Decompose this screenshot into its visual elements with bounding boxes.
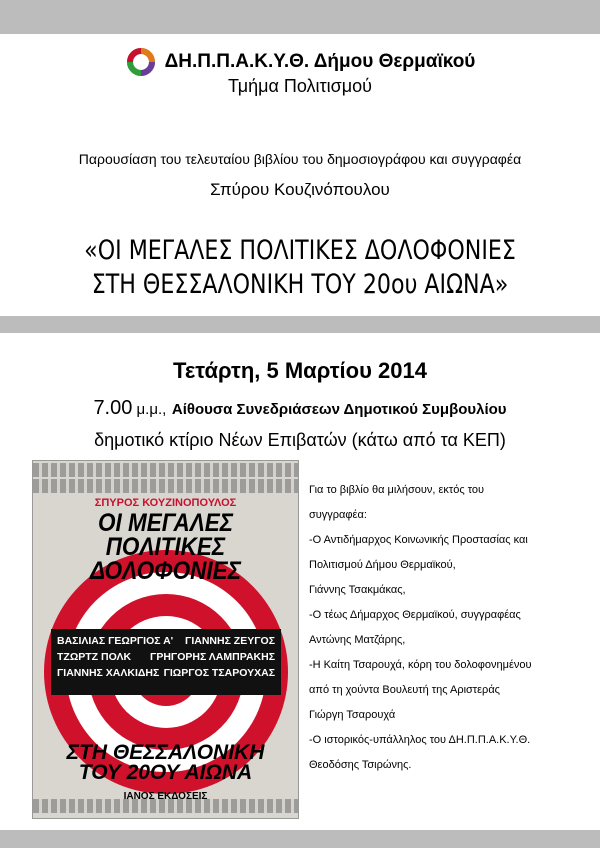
middle-band	[0, 316, 600, 333]
cover-name: ΒΑΣΙΛΙΑΣ ΓΕΩΡΓΙΟΣ Α'	[57, 635, 174, 647]
intro-line: Παρουσίαση του τελευταίου βιβλίου του δημοσιογράφου και συγγραφέα	[78, 151, 522, 167]
title-line-1: «ΟΙ ΜΕΓΑΛΕΣ ΠΟΛΙΤΙΚΕΣ ΔΟΛΟΦΟΝΙΕΣ	[84, 235, 516, 266]
header	[0, 46, 600, 78]
cover-author: ΣΠΥΡΟΣ ΚΟΥΖΙΝΟΠΟΥΛΟΣ	[94, 497, 237, 509]
speaker-line: -Ο Αντιδήμαρχος Κοινωνικής Προστασίας και	[309, 534, 528, 546]
speaker-line: Αντώνης Ματζάρης,	[309, 634, 406, 646]
speaker-line: -Ο τέως Δήμαρχος Θερμαϊκού, συγγραφέας	[309, 609, 521, 621]
newspaper-strip	[33, 463, 298, 477]
speakers-list	[309, 478, 594, 778]
event-venue: Αίθουσα Συνεδριάσεων Δημοτικού Συμβουλίου	[171, 401, 507, 418]
book-cover	[32, 460, 299, 819]
speaker-line: Θεοδόσης Τσιρώνης.	[309, 759, 412, 771]
event-date: Τετάρτη, 5 Μαρτίου 2014	[173, 358, 427, 383]
cover-title-line: ΟΙ ΜΕΓΑΛΕΣ	[97, 509, 234, 537]
cover-subtitle-line: ΣΤΗ ΘΕΣΣΑΛΟΝΙΚΗ	[66, 741, 265, 764]
cover-publisher: ΙΑΝΟΣ ΕΚΔΟΣΕΙΣ	[123, 791, 208, 802]
cover-name: ΤΖΩΡΤΖ ΠΟΛΚ	[57, 651, 132, 663]
cover-title-line: ΠΟΛΙΤΙΚΕΣ	[105, 533, 226, 561]
top-band	[0, 0, 600, 34]
cover-subtitle-line: ΤΟΥ 20ΟΥ ΑΙΩΝΑ	[78, 761, 253, 784]
speaker-line: από τη χούντα Βουλευτή της Αριστεράς	[309, 684, 500, 696]
speaker-line: συγγραφέα:	[309, 509, 367, 521]
speaker-line: -Η Καίτη Τσαρουχά, κόρη του δολοφονημένου	[309, 659, 532, 671]
event-time: 7.00	[93, 397, 133, 419]
newspaper-strip	[33, 479, 298, 493]
event-time-suffix: μ.μ.,	[132, 401, 167, 418]
cover-name: ΓΙΩΡΓΟΣ ΤΣΑΡΟΥΧΑΣ	[163, 667, 275, 679]
speaker-line: -Ο ιστορικός-υπάλληλος του ΔΗ.Π.Π.Α.Κ.Υ.Θ.	[309, 734, 531, 746]
cover-title-line: ΔΟΛΟΦΟΝΙΕΣ	[90, 557, 241, 585]
cover-name: ΓΙΑΝΝΗΣ ΧΑΛΚΙΔΗΣ	[57, 667, 160, 679]
author-name: Σπύρου Κουζινόπουλου	[210, 180, 390, 199]
speaker-line: Γιώργη Τσαρουχά	[309, 709, 396, 721]
cover-title	[46, 511, 285, 583]
bottom-band	[0, 830, 600, 848]
department: Τμήμα Πολιτισμού	[228, 76, 372, 96]
event-time-venue	[0, 397, 600, 420]
speaker-line: Πολιτισμού Δήμου Θερμαϊκού,	[309, 559, 456, 571]
book-title	[54, 234, 546, 302]
speaker-line: Για το βιβλίο θα μιλήσουν, εκτός του	[309, 484, 485, 496]
org-logo-icon	[125, 46, 157, 78]
event-building: δημοτικό κτίριο Νέων Επιβατών (κάτω από τα ΚΕΠ)	[94, 430, 506, 450]
cover-name: ΓΡΗΓΟΡΗΣ ΛΑΜΠΡΑΚΗΣ	[150, 651, 275, 663]
cover-names-box	[51, 629, 281, 695]
org-name: ΔΗ.Π.Π.Α.Κ.Υ.Θ. Δήμου Θερμαϊκού	[164, 51, 476, 72]
cover-subtitle	[33, 743, 298, 783]
cover-name: ΓΙΑΝΝΗΣ ΖΕΥΓΟΣ	[185, 635, 275, 647]
speaker-line: Γιάννης Τσακμάκας,	[309, 584, 406, 596]
title-line-2: ΣΤΗ ΘΕΣΣΑΛΟΝΙΚΗ ΤΟΥ 20ου ΑΙΩΝΑ»	[91, 269, 509, 300]
